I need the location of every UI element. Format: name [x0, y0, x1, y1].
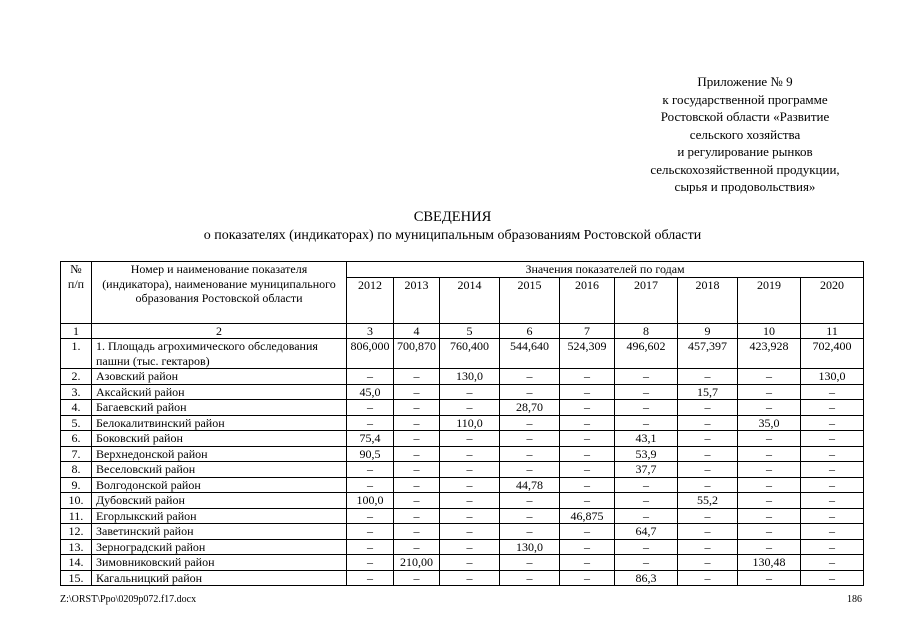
row-value: –: [678, 446, 738, 462]
row-value: –: [560, 369, 615, 385]
row-value: –: [615, 400, 678, 416]
row-number: 7.: [61, 446, 92, 462]
row-value: 130,0: [440, 369, 500, 385]
header-year: 2016: [560, 277, 615, 323]
row-value: 524,309: [560, 339, 615, 369]
column-number: 9: [678, 323, 738, 339]
appendix-block: [560, 73, 905, 196]
row-value: –: [500, 493, 560, 509]
row-value: –: [500, 508, 560, 524]
column-number: 8: [615, 323, 678, 339]
row-value: –: [394, 369, 440, 385]
row-value: –: [440, 477, 500, 493]
row-value: –: [440, 431, 500, 447]
row-value: –: [801, 431, 864, 447]
row-value: –: [678, 431, 738, 447]
column-number: 3: [347, 323, 394, 339]
column-number: 4: [394, 323, 440, 339]
row-value: –: [801, 384, 864, 400]
row-value: –: [738, 508, 801, 524]
row-name: Зерноградский район: [92, 539, 347, 555]
row-value: –: [801, 477, 864, 493]
row-value: –: [738, 570, 801, 586]
row-value: –: [801, 493, 864, 509]
row-value: 423,928: [738, 339, 801, 369]
header-year: 2019: [738, 277, 801, 323]
row-value: –: [440, 570, 500, 586]
row-value: –: [678, 400, 738, 416]
page-number: 186: [847, 594, 862, 605]
row-value: 700,870: [394, 339, 440, 369]
header-year: 2017: [615, 277, 678, 323]
appendix-line: сырья и продовольствия»: [674, 179, 816, 194]
column-number: 1: [61, 323, 92, 339]
appendix-line: Ростовской области «Развитие: [660, 109, 830, 124]
row-value: –: [678, 524, 738, 540]
row-value: 35,0: [738, 415, 801, 431]
row-value: –: [615, 477, 678, 493]
row-value: –: [394, 524, 440, 540]
row-value: –: [560, 555, 615, 571]
row-value: –: [440, 400, 500, 416]
row-number: 10.: [61, 493, 92, 509]
row-value: –: [678, 369, 738, 385]
row-value: –: [394, 446, 440, 462]
appendix-line: сельскохозяйственной продукции,: [650, 161, 840, 177]
row-value: –: [560, 524, 615, 540]
row-value: 210,00: [394, 555, 440, 571]
footer-file-path: Z:\ORST\Ppo\0209p072.f17.docx: [60, 594, 197, 605]
table-row: [61, 369, 864, 385]
row-value: 110,0: [440, 415, 500, 431]
row-name: Верхнедонской район: [92, 446, 347, 462]
row-value: –: [394, 415, 440, 431]
row-name: Кагальницкий район: [92, 570, 347, 586]
row-value: –: [738, 524, 801, 540]
row-value: –: [738, 462, 801, 478]
table-row: [61, 539, 864, 555]
row-value: –: [347, 508, 394, 524]
row-value: –: [801, 524, 864, 540]
table-row: [61, 339, 864, 369]
row-number: 14.: [61, 555, 92, 571]
header-year: 2012: [347, 277, 394, 323]
row-value: –: [738, 493, 801, 509]
appendix-line: и регулирование рынков: [677, 144, 813, 159]
row-value: –: [560, 493, 615, 509]
row-number: 15.: [61, 570, 92, 586]
row-value: 100,0: [347, 493, 394, 509]
row-value: –: [615, 508, 678, 524]
row-value: –: [440, 462, 500, 478]
row-number: 2.: [61, 369, 92, 385]
row-value: –: [738, 477, 801, 493]
row-value: –: [347, 477, 394, 493]
table-row: [61, 462, 864, 478]
row-number: 5.: [61, 415, 92, 431]
row-value: –: [500, 446, 560, 462]
appendix-line: сельского хозяйства: [689, 126, 801, 142]
row-name: Багаевский район: [92, 400, 347, 416]
table-row: [61, 524, 864, 540]
row-value: 44,78: [500, 477, 560, 493]
row-name: Веселовский район: [92, 462, 347, 478]
row-value: –: [615, 493, 678, 509]
row-value: –: [801, 539, 864, 555]
row-value: 130,0: [500, 539, 560, 555]
row-value: –: [738, 369, 801, 385]
row-value: –: [738, 431, 801, 447]
row-value: –: [678, 415, 738, 431]
row-value: 45,0: [347, 384, 394, 400]
row-value: –: [678, 508, 738, 524]
document-title: СВЕДЕНИЯ: [413, 209, 492, 225]
row-name: 1. Площадь агрохимического обследования пашни (тыс. гектаров): [92, 339, 347, 369]
row-value: –: [440, 508, 500, 524]
row-name: Волгодонской район: [92, 477, 347, 493]
table-row: [61, 415, 864, 431]
row-value: 86,3: [615, 570, 678, 586]
row-value: –: [738, 384, 801, 400]
column-number-row: [61, 323, 864, 339]
column-number: 7: [560, 323, 615, 339]
table-row: [61, 493, 864, 509]
header-year: 2015: [500, 277, 560, 323]
row-value: 760,400: [440, 339, 500, 369]
row-value: 457,397: [678, 339, 738, 369]
row-value: –: [500, 431, 560, 447]
row-value: –: [347, 524, 394, 540]
row-value: –: [801, 508, 864, 524]
row-value: –: [347, 369, 394, 385]
document-subtitle: о показателях (индикаторах) по муниципальным образованиям Ростовской области: [203, 228, 702, 243]
row-value: 15,7: [678, 384, 738, 400]
row-value: –: [440, 524, 500, 540]
row-value: 130,48: [738, 555, 801, 571]
column-number: 2: [92, 323, 347, 339]
row-value: 702,400: [801, 339, 864, 369]
row-value: –: [394, 431, 440, 447]
row-value: –: [801, 570, 864, 586]
row-value: –: [500, 555, 560, 571]
header-values-group: Значения показателей по годам: [347, 262, 864, 278]
header-year: 2014: [440, 277, 500, 323]
row-value: –: [560, 384, 615, 400]
row-value: –: [678, 462, 738, 478]
row-value: –: [738, 446, 801, 462]
row-number: 8.: [61, 462, 92, 478]
row-value: –: [678, 570, 738, 586]
row-value: –: [500, 570, 560, 586]
row-number: 3.: [61, 384, 92, 400]
row-value: –: [738, 539, 801, 555]
row-value: –: [394, 508, 440, 524]
row-value: –: [560, 400, 615, 416]
row-value: –: [440, 493, 500, 509]
row-value: –: [738, 400, 801, 416]
row-value: –: [801, 462, 864, 478]
row-value: –: [347, 400, 394, 416]
row-value: –: [440, 555, 500, 571]
row-value: –: [615, 555, 678, 571]
row-value: –: [500, 524, 560, 540]
row-value: –: [500, 415, 560, 431]
row-value: –: [394, 462, 440, 478]
row-name: Зимовниковский район: [92, 555, 347, 571]
row-value: –: [347, 415, 394, 431]
row-number: 1.: [61, 339, 92, 369]
row-value: –: [678, 555, 738, 571]
row-value: –: [347, 570, 394, 586]
row-value: 544,640: [500, 339, 560, 369]
row-value: 37,7: [615, 462, 678, 478]
row-value: –: [394, 477, 440, 493]
row-value: –: [347, 555, 394, 571]
row-value: 90,5: [347, 446, 394, 462]
row-value: –: [801, 446, 864, 462]
row-name: Аксайский район: [92, 384, 347, 400]
row-name: Дубовский район: [92, 493, 347, 509]
header-year: 2020: [801, 277, 864, 323]
column-number: 6: [500, 323, 560, 339]
row-value: –: [560, 570, 615, 586]
row-value: –: [394, 539, 440, 555]
row-name: Азовский район: [92, 369, 347, 385]
row-value: –: [678, 539, 738, 555]
row-value: –: [440, 446, 500, 462]
appendix-line: Приложение № 9: [697, 74, 793, 89]
row-value: –: [560, 477, 615, 493]
table-row: [61, 508, 864, 524]
row-value: 496,602: [615, 339, 678, 369]
indicators-table: [60, 261, 864, 586]
row-value: –: [394, 384, 440, 400]
table-row: [61, 477, 864, 493]
table-row: [61, 570, 864, 586]
row-value: –: [560, 415, 615, 431]
header-year: 2018: [678, 277, 738, 323]
column-number: 5: [440, 323, 500, 339]
row-value: –: [560, 462, 615, 478]
table-row: [61, 431, 864, 447]
row-value: 55,2: [678, 493, 738, 509]
row-number: 4.: [61, 400, 92, 416]
row-value: –: [560, 431, 615, 447]
row-value: 28,70: [500, 400, 560, 416]
row-value: –: [801, 415, 864, 431]
row-value: 130,0: [801, 369, 864, 385]
column-number: 11: [801, 323, 864, 339]
row-value: –: [440, 539, 500, 555]
row-number: 11.: [61, 508, 92, 524]
row-value: –: [394, 493, 440, 509]
row-value: 64,7: [615, 524, 678, 540]
row-value: –: [615, 415, 678, 431]
row-value: –: [394, 570, 440, 586]
row-number: 6.: [61, 431, 92, 447]
row-name: Заветинский район: [92, 524, 347, 540]
row-name: Егорлыкский район: [92, 508, 347, 524]
header-year: 2013: [394, 277, 440, 323]
row-value: –: [615, 384, 678, 400]
row-name: Боковский район: [92, 431, 347, 447]
row-value: 53,9: [615, 446, 678, 462]
row-value: –: [500, 462, 560, 478]
row-number: 9.: [61, 477, 92, 493]
table-row: [61, 555, 864, 571]
row-value: –: [678, 477, 738, 493]
row-value: –: [440, 384, 500, 400]
table-body: [61, 339, 864, 586]
header-name: Номер и наименование показателя (индикатора), наименование муниципального образования Ростовской области: [92, 262, 347, 324]
row-number: 13.: [61, 539, 92, 555]
row-value: –: [347, 539, 394, 555]
row-value: 806,000: [347, 339, 394, 369]
row-value: –: [615, 539, 678, 555]
table-row: [61, 384, 864, 400]
row-value: –: [500, 369, 560, 385]
row-name: Белокалитвинский район: [92, 415, 347, 431]
column-number: 10: [738, 323, 801, 339]
header-num: № п/п: [61, 262, 92, 324]
row-value: –: [394, 400, 440, 416]
row-value: 75,4: [347, 431, 394, 447]
row-value: 46,875: [560, 508, 615, 524]
row-value: –: [560, 446, 615, 462]
table-row: [61, 446, 864, 462]
row-value: –: [615, 369, 678, 385]
row-value: –: [500, 384, 560, 400]
row-value: –: [347, 462, 394, 478]
row-value: –: [801, 400, 864, 416]
table-row: [61, 400, 864, 416]
row-number: 12.: [61, 524, 92, 540]
row-value: –: [801, 555, 864, 571]
row-value: –: [560, 539, 615, 555]
row-value: 43,1: [615, 431, 678, 447]
appendix-line: к государственной программе: [662, 91, 828, 107]
